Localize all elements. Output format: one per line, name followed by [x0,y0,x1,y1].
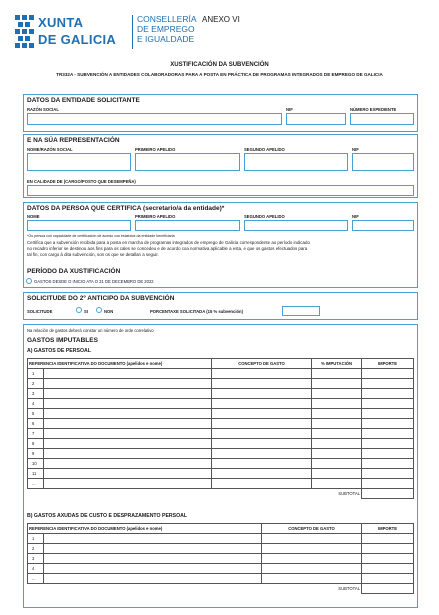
b-header-referencia: REFERENCIA IDENTIFICATIVA DO DOCUMENTO (apelidos e nome) [28,524,262,534]
b-header-importe: IMPORTE [362,524,414,534]
cell[interactable] [312,399,362,409]
row-number: 1 [28,369,44,379]
cell[interactable] [44,449,212,459]
cell[interactable] [44,379,212,389]
cell[interactable] [44,554,262,564]
row-number: 2 [28,544,44,554]
cell[interactable] [212,449,312,459]
cell[interactable] [44,419,212,429]
table-row [28,554,414,564]
conselleria-line1: CONSELLERÍA [137,14,197,24]
calidade-label: EN CALIDADE DE (CARGO/POSTO QUE DESEMPEÑA) [27,179,136,184]
cell[interactable] [44,439,212,449]
periodo-title: PERÍODO DA XUSTIFICACIÓN [27,268,121,275]
nif-label: NIF [286,107,293,112]
table-row [28,399,414,409]
razon-social-label: RAZÓN SOCIAL [27,107,59,112]
cell[interactable] [262,534,362,544]
gastos-title: GASTOS IMPUTABLES [27,337,98,344]
table-row [28,369,414,379]
a-subtotal-row [28,489,414,499]
xunta-emblem-icon [14,14,34,50]
table-row [28,534,414,544]
row-number: 4 [28,564,44,574]
cell[interactable] [312,439,362,449]
cell[interactable] [212,429,312,439]
gastos-note: Na relación de gastos deberá constar un número de orde correlativo [27,328,154,333]
gastos-a-header-row [28,359,414,369]
b-subtotal-value[interactable] [362,584,414,594]
a-header-referencia: REFERENCIA IDENTIFICATIVA DO DOCUMENTO (apelidos e nome) [28,359,212,369]
row-number: 4 [28,399,44,409]
cell[interactable] [362,439,414,449]
cert-primeiro-apelido-label: PRIMEIRO APELIDO [135,214,176,219]
si-label: SI [84,309,88,314]
cert-segundo-apelido-label: SEGUNDO APELIDO [244,214,285,219]
row-number: 7 [28,429,44,439]
non-label: NON [104,309,114,314]
cell[interactable] [312,409,362,419]
logo-line2: DE GALICIA [38,32,117,47]
porcentaxe-label: PORCENTAXE SOLICITADA (15 % subvención) [150,309,243,314]
rep-primeiro-apelido-label: PRIMEIRO APELIDO [135,147,176,152]
table-row [28,439,414,449]
cell[interactable] [362,534,414,544]
cell[interactable] [44,369,212,379]
conselleria-line3: E IGUALDADE [137,34,195,44]
gastos-b-title: B) GASTOS AXUDAS DE CUSTO E DESPRAZAMENTO PERSOAL [27,513,188,519]
logo-divider [132,15,133,49]
anexo-label: ANEXO VI [202,15,240,24]
cell[interactable] [212,459,312,469]
b-header-concepto: CONCEPTO DE GASTO [262,524,362,534]
table-row [28,389,414,399]
row-number: 3 [28,389,44,399]
cell[interactable] [362,564,414,574]
gastos-b-header-row [28,524,414,534]
cell[interactable] [44,574,262,584]
table-row [28,544,414,554]
cell[interactable] [262,544,362,554]
a-subtotal-label: SUBTOTAL [338,491,360,497]
cell[interactable] [262,564,362,574]
anticipo-section [23,292,418,320]
certifica-title: DATOS DA PERSOA QUE CERTIFICA (secretario/a da entidade)* [27,205,225,212]
cell[interactable] [212,399,312,409]
cell[interactable] [362,544,414,554]
cell[interactable] [362,574,414,584]
periodo-option: GASTOS DESDE O INICIO ATA O 31 DE DECEMBRO DE 2022 [34,279,154,284]
table-row [28,479,414,489]
row-number: 3 [28,554,44,564]
solicitude-label: SOLICITUDE [27,309,53,314]
table-row [28,574,414,584]
entidade-section [23,94,418,132]
representacion-title: E NA SÚA REPRESENTACIÓN [27,137,120,144]
cert-nif-field[interactable] [352,220,414,231]
entidade-title: DATOS DA ENTIDADE SOLICITANTE [27,97,140,104]
logo-line1: XUNTA [38,15,84,30]
cell[interactable] [362,369,414,379]
rep-nif-label: NIF [352,147,359,152]
calidade-field[interactable] [27,185,414,196]
rep-segundo-apelido-label: SEGUNDO APELIDO [244,147,285,152]
certifica-text-2: no recadro inferior se destinou aos fins para os cales se concedeu e de acordo coa normativa aplicable a esta, e que os gastos efectuados para [27,246,308,251]
cert-nif-label: NIF [352,214,359,219]
gastos-section [23,324,418,608]
cell[interactable] [362,554,414,564]
cell[interactable] [44,469,212,479]
nif-field[interactable] [286,113,346,125]
doc-title: XUSTIFICACIÓN DA SUBVENCIÓN [170,62,269,68]
certifica-text-1: Certifica que a subvención recibida para a posta en marcha de programas integrados de emprego de Galicia correspondente ao período indicado [27,240,310,245]
a-header-imputacion: % IMPUTACIÓN [312,359,362,369]
cell[interactable] [44,399,212,409]
table-row [28,379,414,389]
gastos-a-title: A) GASTOS DE PERSOAL [27,348,91,354]
anticipo-title: SOLICITUDE DO 2º ANTICIPO DA SUBVENCIÓN [27,295,175,302]
cell[interactable] [44,389,212,399]
table-row [28,419,414,429]
row-number: 6 [28,419,44,429]
conselleria-name [137,14,197,44]
cell[interactable] [212,379,312,389]
cell[interactable] [362,469,414,479]
gastos-b-table [27,523,414,594]
cell[interactable] [44,409,212,419]
cell[interactable] [44,459,212,469]
row-number: 9 [28,449,44,459]
porcentaxe-field[interactable] [282,306,320,316]
rep-nome-field[interactable] [27,153,131,171]
rep-segundo-apelido-field[interactable] [244,153,348,171]
numero-expediente-label: NÚMERO EXPEDIENTE [350,107,397,112]
cert-nome-label: NOME [27,214,40,219]
cell[interactable] [362,399,414,409]
cell[interactable] [362,479,414,489]
row-number: 2 [28,379,44,389]
cell[interactable] [362,389,414,399]
cell[interactable] [362,409,414,419]
cell[interactable] [44,534,262,544]
cell[interactable] [312,479,362,489]
table-row [28,564,414,574]
row-number: 1 [28,534,44,544]
table-row [28,469,414,479]
razon-social-field[interactable] [27,113,282,125]
cert-segundo-apelido-field[interactable] [244,220,348,231]
cell[interactable] [44,544,262,554]
gastos-a-table [27,358,414,499]
cell[interactable] [312,419,362,429]
row-number: ... [28,574,44,584]
cell[interactable] [44,564,262,574]
table-row [28,449,414,459]
conselleria-line2: DE EMPREGO [137,24,195,34]
a-subtotal-value[interactable] [362,489,414,499]
rep-nome-label: NOME/RAZÓN SOCIAL [27,147,73,152]
row-number: 11 [28,469,44,479]
cell[interactable] [212,369,312,379]
cell[interactable] [362,379,414,389]
doc-subtitle: TR332A - SUBVENCIÓN A ENTIDADES COLABORADORAS PARA A POSTA EN PRÁCTICA DE PROGRAMAS INTEGRADOS DE EMPREGO DE GALICIA [56,72,383,77]
cell[interactable] [312,459,362,469]
b-subtotal-label: SUBTOTAL [338,586,360,592]
certifica-text-3: tal fin, con cargo á dita subvención, son os que se detallan a seguir. [27,252,159,257]
cell[interactable] [362,459,414,469]
b-subtotal-row [28,584,414,594]
a-header-importe: IMPORTE [362,359,414,369]
row-number: 10 [28,459,44,469]
row-number: ... [28,479,44,489]
cell[interactable] [362,449,414,459]
table-row [28,459,414,469]
cell[interactable] [262,574,362,584]
row-number: 8 [28,439,44,449]
cell[interactable] [212,479,312,489]
cell[interactable] [262,554,362,564]
representacion-section [23,134,418,198]
cell[interactable] [312,369,362,379]
cell[interactable] [362,429,414,439]
xunta-logo [14,12,197,52]
row-number: 5 [28,409,44,419]
certifica-note: *Ou persoa con capacidade de certificación de acordo cos estatutos da entidade beneficiaria [27,234,175,238]
cell[interactable] [312,449,362,459]
si-radio[interactable] [76,307,82,313]
a-header-concepto: CONCEPTO DE GASTO [212,359,312,369]
table-row [28,409,414,419]
table-row [28,429,414,439]
non-radio[interactable] [96,307,102,313]
cell[interactable] [312,379,362,389]
cell[interactable] [312,469,362,479]
numero-expediente-field[interactable] [350,113,414,125]
cell[interactable] [44,429,212,439]
cell[interactable] [312,389,362,399]
cell[interactable] [212,409,312,419]
cell[interactable] [44,479,212,489]
cert-primeiro-apelido-field[interactable] [135,220,240,231]
cell[interactable] [212,469,312,479]
periodo-radio[interactable] [26,278,32,284]
cert-nome-field[interactable] [27,220,131,231]
cell[interactable] [312,429,362,439]
certifica-section [23,202,418,288]
rep-nif-field[interactable] [352,153,414,171]
cell[interactable] [212,419,312,429]
cell[interactable] [362,419,414,429]
rep-primeiro-apelido-field[interactable] [135,153,240,171]
cell[interactable] [212,439,312,449]
cell[interactable] [212,389,312,399]
